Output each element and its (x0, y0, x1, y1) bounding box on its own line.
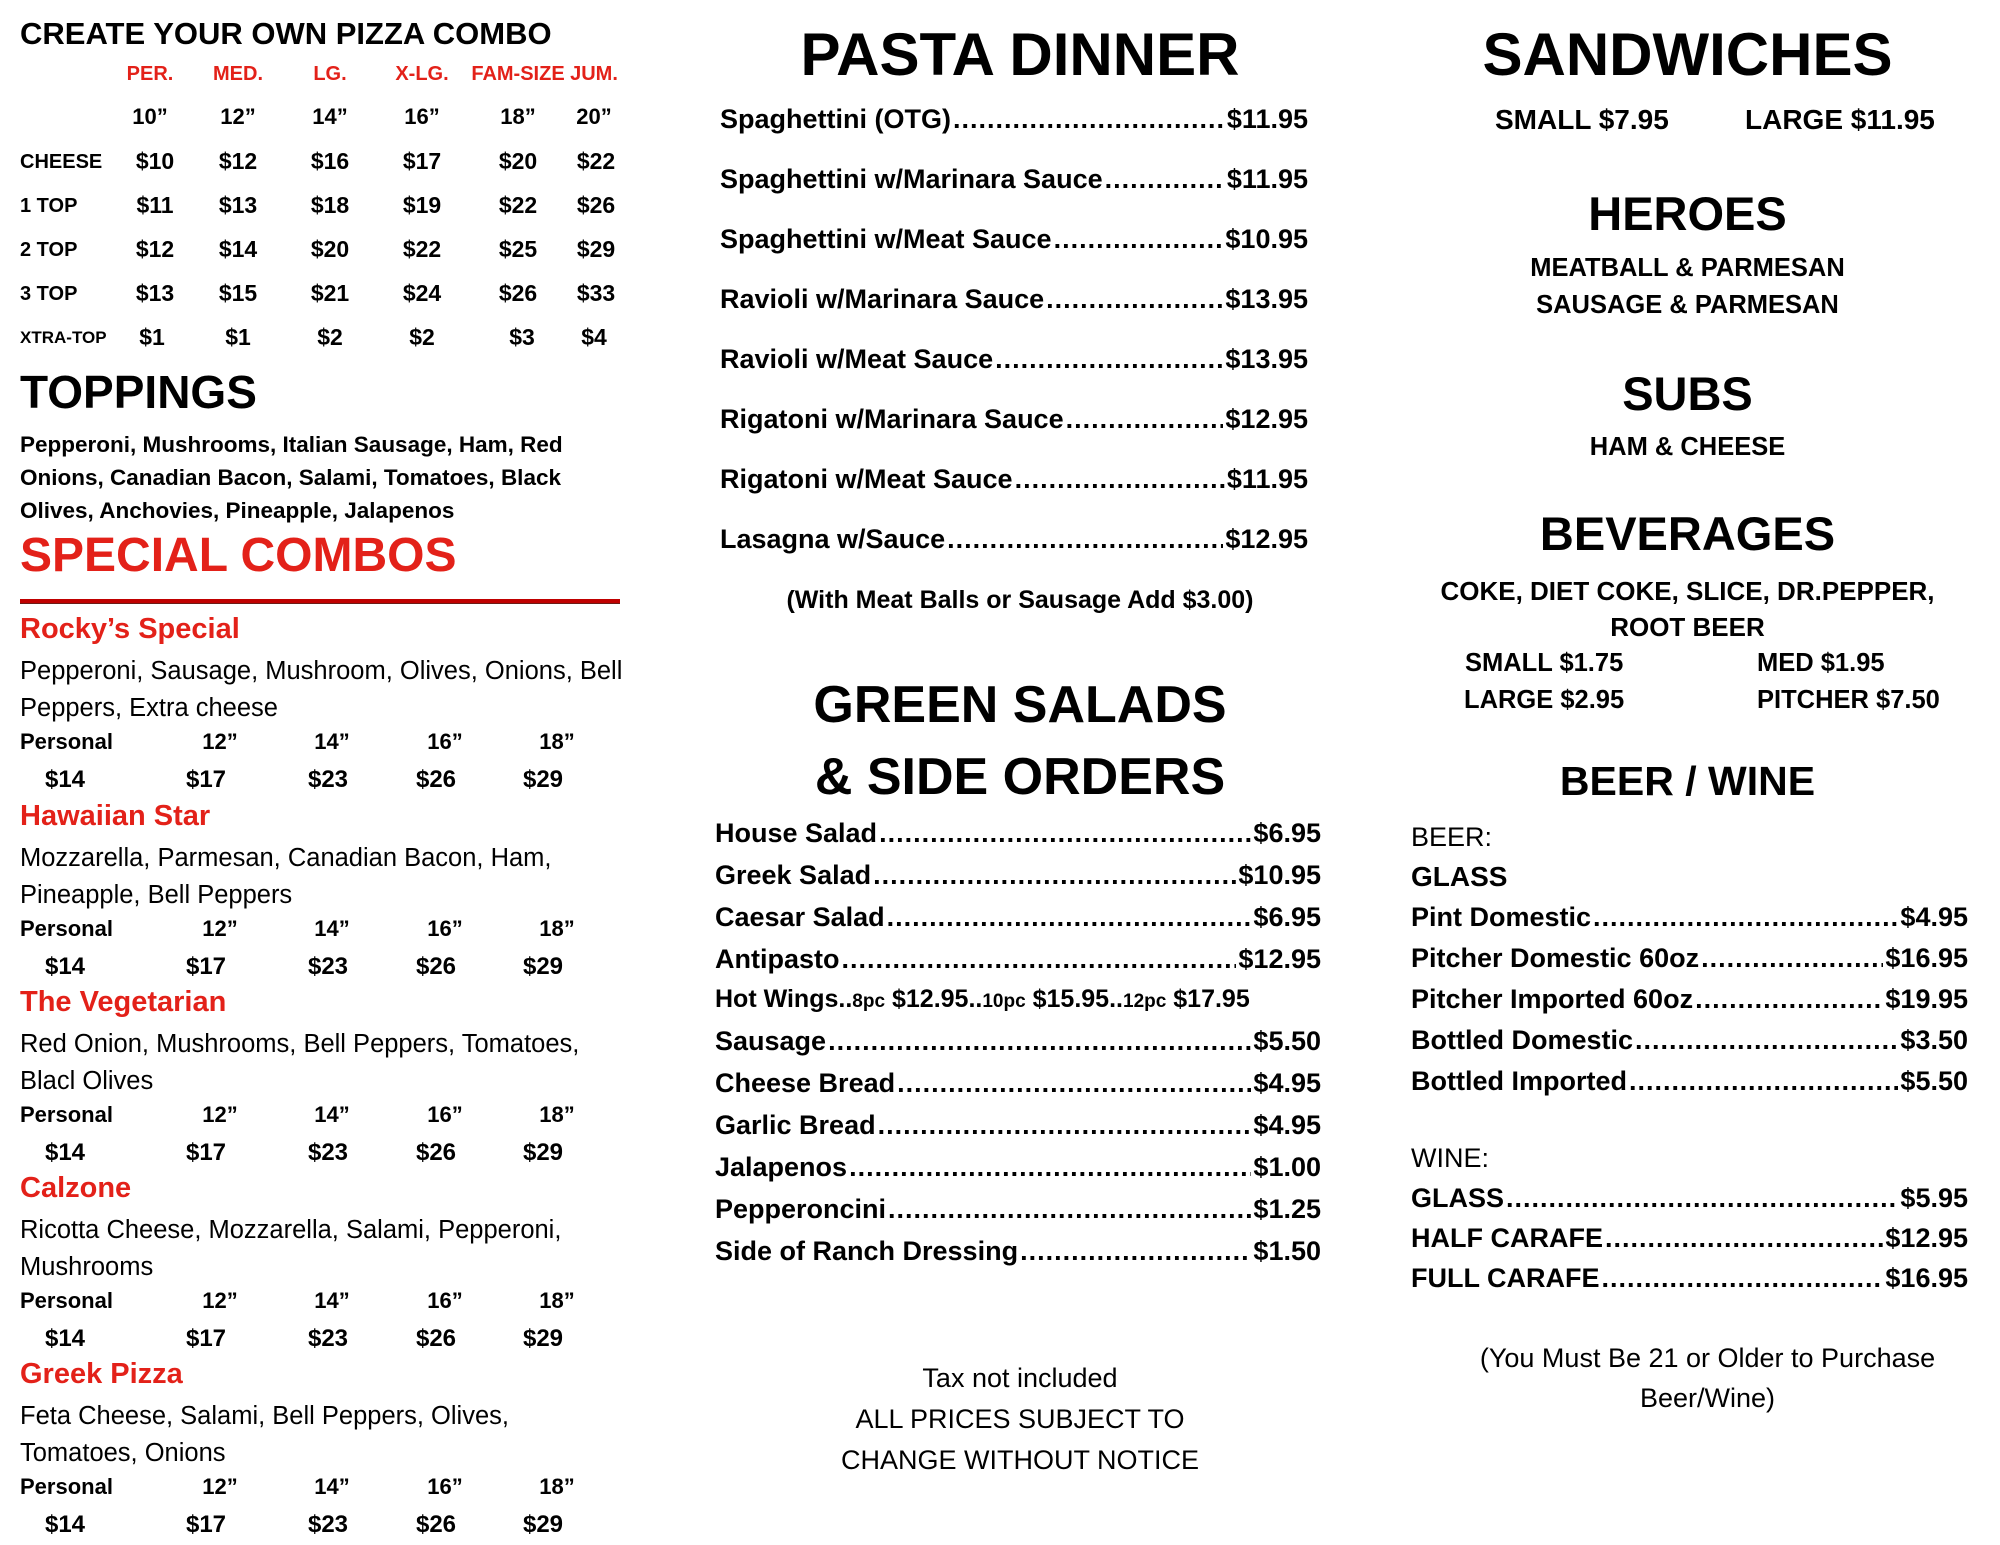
side-item (715, 1152, 1321, 1183)
combo-price: $26 (415, 1325, 457, 1352)
combo-item (20, 1358, 630, 1543)
side-item (715, 902, 1321, 933)
pizza-row-label: XTRA-TOP (20, 328, 107, 347)
combo-size-label: 12” (202, 1102, 238, 1127)
side-item (715, 1236, 1321, 1267)
item-name: Lasagna w/Sauce (720, 524, 946, 554)
beer-item (1411, 943, 1968, 974)
item-price: $17.95 (1166, 985, 1250, 1013)
combo-item (20, 986, 630, 1171)
pizza-price: $16 (310, 148, 350, 174)
beer-item (1411, 1066, 1968, 1097)
size-header-med: MED. (213, 63, 263, 85)
combo-price: $14 (44, 766, 86, 793)
pizza-price: $18 (310, 192, 350, 218)
combo-price: $17 (185, 1511, 227, 1538)
combo-price: $26 (415, 953, 457, 980)
item-name: Rigatoni w/Meat Sauce (720, 464, 1013, 494)
combo-price: $14 (44, 953, 86, 980)
pizza-price: $19 (402, 192, 442, 218)
pizza-price: $10 (135, 148, 175, 174)
item-name: Side of Ranch Dressing (715, 1236, 1019, 1266)
combo-price: $26 (415, 1139, 457, 1166)
combo-item (20, 800, 630, 985)
hero-item: SAUSAGE & PARMESAN (1536, 291, 1839, 319)
item-name: House Salad (715, 818, 878, 848)
item-price: $3.50 (1900, 1025, 1968, 1055)
pizza-price: $13 (218, 192, 258, 218)
pasta-note: (With Meat Balls or Sausage Add $3.00) (786, 586, 1254, 614)
item-name: Bottled Imported (1411, 1066, 1627, 1096)
item-name: Greek Salad (715, 860, 872, 890)
toppings-title: TOPPINGS (20, 366, 257, 418)
item-name: FULL CARAFE (1411, 1263, 1600, 1293)
dot-leader (1020, 1236, 1251, 1263)
combo-size-label: Personal (20, 916, 113, 941)
pizza-price: $26 (576, 192, 616, 218)
pizza-price: $4 (581, 324, 607, 350)
pizza-price: $2 (317, 324, 343, 350)
item-price: $13.95 (1225, 344, 1308, 374)
combo-description: Red Onion, Mushrooms, Bell Peppers, Tomatoes, Blacl Olives (20, 1030, 580, 1095)
beer-item (1411, 902, 1968, 933)
item-price: $11.95 (1226, 464, 1308, 494)
side-item (715, 944, 1321, 975)
item-name: Garlic Bread (715, 1110, 876, 1140)
pasta-item (720, 284, 1308, 315)
subs-title: SUBS (1622, 367, 1753, 420)
dot-leader (1046, 284, 1223, 311)
pasta-item (720, 464, 1308, 495)
inch-header: 18” (500, 104, 536, 129)
combo-price: $29 (522, 1511, 564, 1538)
combo-item (20, 613, 630, 798)
pizza-price: $21 (310, 280, 350, 306)
dot-leader (1602, 1263, 1884, 1290)
item-price: $12.95 (1885, 1223, 1968, 1253)
combo-name: Calzone (20, 1172, 132, 1204)
beverage-list: ROOT BEER (1610, 612, 1765, 642)
combo-size-label: 12” (202, 1288, 238, 1313)
side-item (715, 818, 1321, 849)
combo-price: $29 (522, 1139, 564, 1166)
item-price: $4.95 (1253, 1110, 1321, 1140)
item-price: $13.95 (1225, 284, 1308, 314)
dot-leader (1701, 943, 1883, 970)
tax-note-line: ALL PRICES SUBJECT TO (855, 1404, 1185, 1434)
pizza-price: $2 (409, 324, 435, 350)
inch-header: 16” (404, 104, 440, 129)
inch-header: 10” (132, 104, 168, 129)
inch-header: 12” (220, 104, 256, 129)
combo-name: Hawaiian Star (20, 800, 211, 832)
pizza-price: $22 (402, 236, 442, 262)
combo-price: $17 (185, 1325, 227, 1352)
dot-leader (897, 1068, 1251, 1095)
side-item (715, 1194, 1321, 1225)
pizza-price: $25 (498, 236, 538, 262)
pasta-item (720, 164, 1308, 195)
combo-price: $14 (44, 1139, 86, 1166)
dot-leader (1605, 1223, 1883, 1250)
item-price: $16.95 (1885, 1263, 1968, 1293)
item-price: $6.95 (1253, 902, 1321, 932)
pizza-row-label: 2 TOP (20, 239, 78, 261)
item-price: $4.95 (1900, 902, 1968, 932)
tax-note-line: Tax not included (922, 1363, 1118, 1393)
combo-price: $29 (522, 766, 564, 793)
pizza-price: $29 (576, 236, 616, 262)
pizza-price: $22 (498, 192, 538, 218)
combo-size-label: 12” (202, 1474, 238, 1499)
beverage-price: PITCHER $7.50 (1757, 686, 1940, 714)
dot-leader (1593, 902, 1898, 929)
combo-size-label: 14” (314, 916, 350, 941)
tax-note-line: CHANGE WITHOUT NOTICE (840, 1445, 1199, 1475)
combo-name: The Vegetarian (20, 986, 227, 1018)
salads-title-line1: GREEN SALADS (813, 676, 1227, 734)
item-price: $12.95 (885, 985, 969, 1013)
item-price: $16.95 (1885, 943, 1968, 973)
beverage-price: MED $1.95 (1757, 649, 1885, 677)
item-name: Antipasto (715, 944, 840, 974)
size-header-xlg: X-LG. (395, 63, 449, 85)
pizza-price: $11 (136, 192, 174, 218)
wine-item (1411, 1183, 1968, 1214)
pizza-price: $20 (310, 236, 350, 262)
wing-count: 10pc (982, 991, 1026, 1012)
item-price: $11.95 (1226, 164, 1308, 194)
item-name: Pitcher Imported 60oz (1411, 984, 1694, 1014)
combo-size-label: 18” (539, 1474, 575, 1499)
item-name: Pepperoncini (715, 1194, 887, 1224)
hot-wings-item (715, 985, 1250, 1014)
item-name: Rigatoni w/Marinara Sauce (720, 404, 1064, 434)
item-price: $5.50 (1253, 1026, 1321, 1056)
beverages-title: BEVERAGES (1539, 507, 1836, 560)
combo-size-label: 16” (427, 916, 463, 941)
item-price: $1.50 (1253, 1236, 1321, 1266)
pizza-price: $12 (135, 236, 175, 262)
pasta-title: PASTA DINNER (800, 21, 1240, 88)
pizza-price: $1 (225, 324, 251, 350)
item-price: $5.50 (1900, 1066, 1968, 1096)
pizza-row-label: CHEESE (20, 151, 103, 173)
combo-size-label: 18” (539, 916, 575, 941)
side-item (715, 860, 1321, 891)
wing-count: 12pc (1123, 991, 1167, 1012)
item-price: $10.95 (1225, 224, 1308, 254)
wine-label: WINE: (1411, 1143, 1489, 1173)
pasta-item (720, 404, 1308, 435)
pizza-price: $22 (576, 148, 616, 174)
combo-size-label: 12” (202, 916, 238, 941)
item-name: Pitcher Domestic 60oz (1411, 943, 1700, 973)
item-name: Jalapenos (715, 1152, 848, 1182)
pasta-item (720, 344, 1308, 375)
pizza-price: $13 (135, 280, 175, 306)
combo-price: $26 (415, 766, 457, 793)
combo-size-label: Personal (20, 1102, 113, 1127)
combo-item (20, 1172, 630, 1357)
dot-leader (947, 524, 1223, 551)
combo-price: $23 (307, 766, 349, 793)
item-name: Cheese Bread (715, 1068, 896, 1098)
pasta-item (720, 524, 1308, 555)
combo-size-label: Personal (20, 1474, 113, 1499)
pizza-price: $3 (509, 324, 535, 350)
pizza-price: $20 (498, 148, 538, 174)
item-name: Hot Wings (715, 985, 839, 1013)
side-item (715, 1110, 1321, 1141)
dot-leader (879, 818, 1251, 845)
item-name: Pint Domestic (1411, 902, 1592, 932)
sandwich-large-price: LARGE $11.95 (1745, 104, 1935, 135)
pizza-price: $14 (218, 236, 258, 262)
item-name: Ravioli w/Marinara Sauce (720, 284, 1045, 314)
heroes-title: HEROES (1588, 187, 1787, 240)
beer-wine-title: BEER / WINE (1559, 758, 1816, 804)
pizza-price: $15 (218, 280, 258, 306)
separator: .. (1109, 985, 1123, 1013)
combo-price: $17 (185, 766, 227, 793)
size-header-lg: LG. (313, 63, 347, 85)
item-price: $1.25 (1253, 1194, 1321, 1224)
beer-item (1411, 984, 1968, 1015)
combo-price: $29 (522, 953, 564, 980)
item-price: $6.95 (1253, 818, 1321, 848)
separator: .. (838, 985, 853, 1013)
pasta-item (720, 224, 1308, 255)
combo-price: $17 (185, 1139, 227, 1166)
combo-size-label: 18” (539, 729, 575, 754)
dot-leader (1054, 224, 1224, 251)
item-name: Bottled Domestic (1411, 1025, 1634, 1055)
combo-description: Ricotta Cheese, Mozzarella, Salami, Pepperoni, Mushrooms (20, 1216, 562, 1281)
combo-size-label: 14” (314, 1288, 350, 1313)
item-price: $12.95 (1238, 944, 1321, 974)
pizza-price: $33 (576, 280, 616, 306)
sandwiches-title: SANDWICHES (1482, 21, 1893, 88)
size-header-per: PER. (126, 63, 174, 85)
combo-size-label: Personal (20, 1288, 113, 1313)
hero-item: MEATBALL & PARMESAN (1530, 254, 1845, 282)
special-combos-title: SPECIAL COMBOS (20, 529, 457, 582)
dot-leader (1066, 404, 1224, 431)
inch-header: 14” (312, 104, 348, 129)
dot-leader (1635, 1025, 1898, 1052)
dot-leader (849, 1152, 1251, 1179)
combo-price: $14 (44, 1511, 86, 1538)
combo-size-label: 16” (427, 729, 463, 754)
pizza-price: $12 (218, 148, 258, 174)
side-item (715, 1026, 1321, 1057)
side-item (715, 1068, 1321, 1099)
dot-leader (878, 1110, 1252, 1137)
size-header-jum: JUM. (570, 63, 618, 85)
dot-leader (953, 104, 1225, 131)
size-header-fam: FAM-SIZE (471, 63, 565, 85)
tax-note (700, 1358, 1340, 1481)
item-name: Spaghettini w/Meat Sauce (720, 224, 1052, 254)
beverage-list: COKE, DIET COKE, SLICE, DR.PEPPER, (1440, 576, 1935, 606)
item-price: $19.95 (1885, 984, 1968, 1014)
combo-price: $23 (307, 1325, 349, 1352)
combo-price: $26 (415, 1511, 457, 1538)
dot-leader (887, 902, 1252, 929)
item-price: $1.00 (1253, 1152, 1321, 1182)
pizza-price: $26 (498, 280, 538, 306)
dot-leader (995, 344, 1223, 371)
dot-leader (1015, 464, 1225, 491)
wing-count: 8pc (852, 991, 886, 1012)
item-name: GLASS (1411, 1183, 1505, 1213)
combo-description: Pepperoni, Sausage, Mushroom, Olives, Onions, Bell Peppers, Extra cheese (20, 657, 623, 722)
combo-price: $14 (44, 1325, 86, 1352)
item-name: HALF CARAFE (1411, 1223, 1603, 1253)
toppings-list: Pepperoni, Mushrooms, Italian Sausage, Ham, Red Onions, Canadian Bacon, Salami, Tomatoes, Black Olives, Anchovies, Pineapple, Jalapenos (20, 432, 563, 523)
pasta-item (720, 104, 1308, 135)
item-name: Caesar Salad (715, 902, 885, 932)
pizza-row-label: 3 TOP (20, 283, 78, 305)
combo-price: $17 (185, 953, 227, 980)
sub-item: HAM & CHEESE (1589, 433, 1786, 461)
combo-price: $23 (307, 1511, 349, 1538)
combo-price: $29 (522, 1325, 564, 1352)
combo-name: Rocky’s Special (20, 613, 240, 645)
combo-description: Mozzarella, Parmesan, Canadian Bacon, Ham, Pineapple, Bell Peppers (20, 844, 552, 909)
beer-label: BEER: (1411, 822, 1493, 852)
combo-size-label: 16” (427, 1102, 463, 1127)
combo-size-label: 12” (202, 729, 238, 754)
item-price: $5.95 (1900, 1183, 1968, 1213)
combo-size-label: 14” (314, 1102, 350, 1127)
wine-item (1411, 1263, 1968, 1294)
pizza-price: $24 (402, 280, 442, 306)
pizza-row-label: 1 TOP (20, 195, 78, 217)
inch-header: 20” (576, 104, 612, 129)
beverage-price: SMALL $1.75 (1465, 649, 1624, 677)
item-name: Ravioli w/Meat Sauce (720, 344, 994, 374)
combo-size-label: 16” (427, 1474, 463, 1499)
combo-size-label: 18” (539, 1288, 575, 1313)
dot-leader (1105, 164, 1225, 191)
pizza-price: $17 (402, 148, 442, 174)
dot-leader (1695, 984, 1883, 1011)
separator: .. (968, 985, 983, 1013)
combo-size-label: Personal (20, 729, 113, 754)
combo-name: Greek Pizza (20, 1358, 183, 1390)
dot-leader (842, 944, 1237, 971)
item-name: Spaghettini w/Marinara Sauce (720, 164, 1103, 194)
item-price: $15.95 (1025, 985, 1110, 1013)
item-price: $11.95 (1226, 104, 1308, 134)
sandwich-small-price: SMALL $7.95 (1495, 104, 1669, 135)
combo-price: $23 (307, 953, 349, 980)
combo-size-label: 14” (314, 729, 350, 754)
dot-leader (828, 1026, 1251, 1053)
dot-leader (1506, 1183, 1898, 1210)
item-price: $12.95 (1225, 404, 1308, 434)
salads-title-line2: & SIDE ORDERS (814, 748, 1226, 806)
item-name: Sausage (715, 1026, 827, 1056)
pizza-combo-title: CREATE YOUR OWN PIZZA COMBO (20, 16, 552, 51)
combo-size-label: 16” (427, 1288, 463, 1313)
combo-size-label: 14” (314, 1474, 350, 1499)
combo-size-label: 18” (539, 1102, 575, 1127)
section-divider (20, 599, 620, 604)
item-name: Spaghettini (OTG) (720, 104, 951, 134)
item-price: $12.95 (1225, 524, 1308, 554)
dot-leader (873, 860, 1236, 887)
wine-item (1411, 1223, 1968, 1254)
combo-description: Feta Cheese, Salami, Bell Peppers, Olives, Tomatoes, Onions (20, 1402, 509, 1467)
item-price: $4.95 (1253, 1068, 1321, 1098)
beer-item (1411, 1025, 1968, 1056)
dot-leader (888, 1194, 1251, 1221)
age-requirement-note: (You Must Be 21 or Older to Purchase Beer/Wine) (1479, 1343, 1936, 1413)
dot-leader (1629, 1066, 1898, 1093)
item-price: $10.95 (1238, 860, 1321, 890)
pizza-price: $1 (139, 324, 165, 350)
beverage-price: LARGE $2.95 (1464, 686, 1625, 714)
glass-label: GLASS (1411, 861, 1508, 892)
combo-price: $23 (307, 1139, 349, 1166)
